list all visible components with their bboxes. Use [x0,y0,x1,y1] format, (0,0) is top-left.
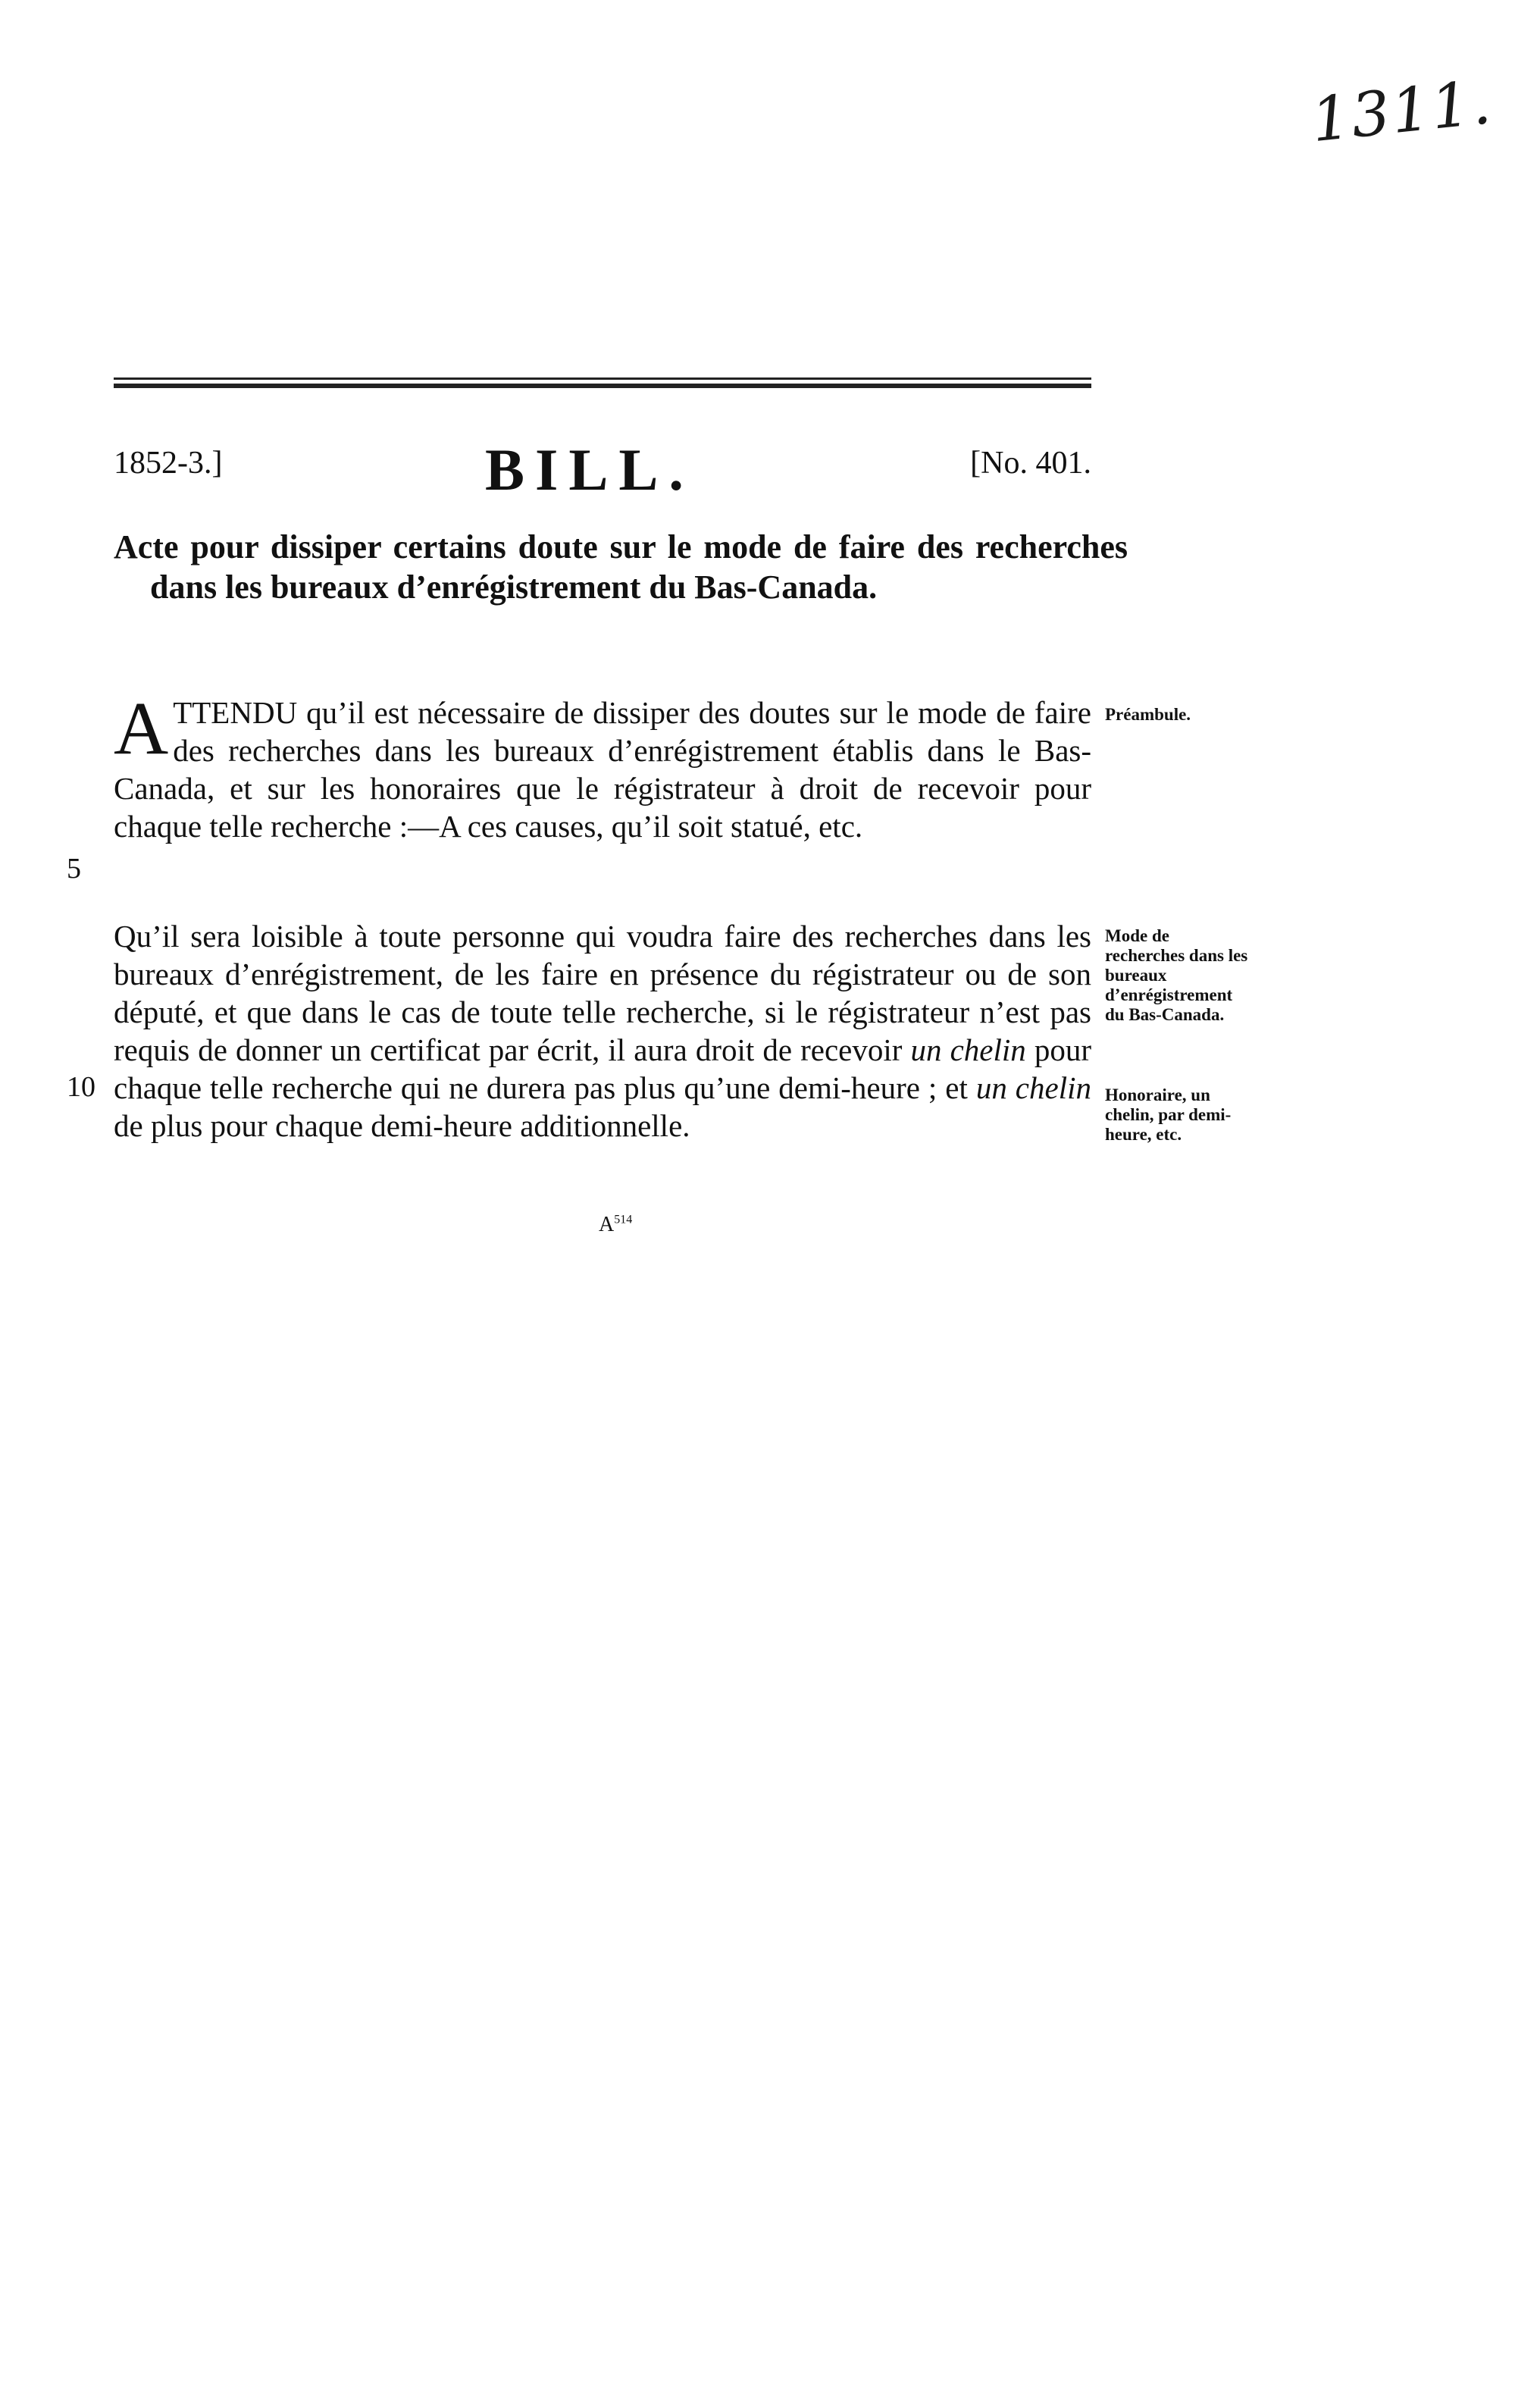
preamble-text: TTENDU qu’il est nécessaire de dissiper des doutes sur le mode de faire des recherches dans les bureaux d’enrégistrement établis dans le Bas-Canada, et sur les honoraires que le régistrateur à droit de recevoir pour chaque telle recherche :—A ces causes, qu’il soit statué, etc. [114,695,1091,844]
act-title [114,527,1128,607]
preamble-dropcap: A [114,686,169,770]
section-1 [114,917,1091,1145]
preamble [114,686,1091,845]
section-text-3: de plus pour chaque demi-heure additionnelle. [114,1108,690,1143]
handwritten-page-number: 1311. [1307,66,1496,156]
act-title-text: Acte pour dissiper certains doute sur le mode de faire des recherches dans les bureaux d’enrégistrement du Bas-Canada. [114,528,1128,606]
bill-title: BILL. [485,437,694,503]
section-text-1: Qu’il sera loisible à toute personne qui voudra faire des recherches dans les bureaux d’enrégistrement, de les faire en présence du régistrateur ou de son député, et que dans le cas de toute telle recherche, si le régistrateur n’est pas requis de donner un certificat par écrit, il aura droit de recevoir [114,919,1091,1067]
fee-emphasis-1: un chelin [910,1032,1026,1067]
section-margin-note-mode: Mode de recherches dans les bureaux d’enrégistrement du Bas-Canada. [1105,926,1248,1024]
header-rule [114,377,1091,388]
printer-signature [599,1213,632,1237]
line-number-10: 10 [67,1071,95,1103]
signature-number: 514 [614,1213,633,1226]
fee-emphasis-2: un chelin [975,1070,1091,1105]
session-label: 1852-3.] [114,446,223,481]
section-text-2: pour chaque telle recherche qui ne durera pas plus qu’une demi-heure ; et [114,1032,1091,1105]
preamble-paragraph [114,686,1091,845]
bill-header [114,436,1091,503]
bill-number: [No. 401. [970,446,1091,481]
signature-letter: A [599,1213,615,1236]
section-paragraph [114,917,1091,1145]
section-margin-note-fee: Honoraire, un chelin, par demi-heure, etc. [1105,1085,1232,1144]
preamble-margin-note: Préambule. [1105,705,1191,724]
line-number-5: 5 [67,853,81,885]
